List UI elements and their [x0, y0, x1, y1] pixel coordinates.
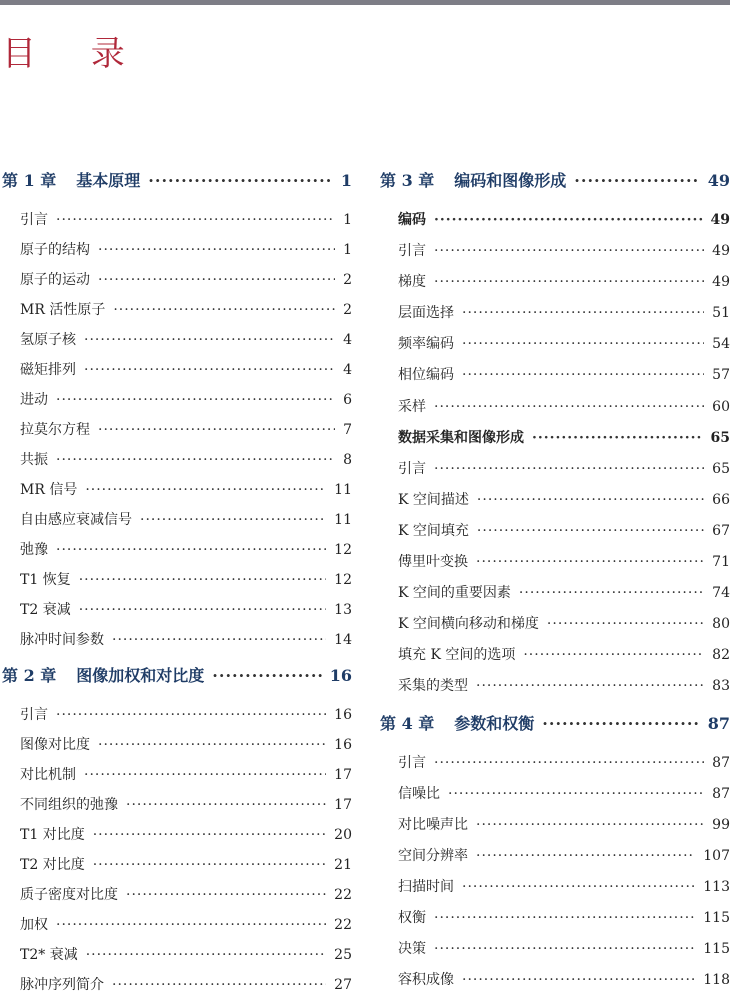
dot-leader [112, 632, 326, 648]
dot-leader [448, 786, 704, 802]
dot-leader [86, 947, 326, 963]
entry-title: 引言 [20, 707, 48, 723]
dot-leader [93, 827, 326, 843]
toc-entry-row[interactable] [380, 458, 730, 489]
dot-leader [434, 910, 695, 926]
chapter-title: 编码和图像形成 [454, 171, 567, 190]
entry-title: 质子密度对比度 [20, 887, 118, 903]
toc-entry-row[interactable] [380, 271, 730, 302]
dot-leader [476, 817, 704, 833]
toc-entry-row[interactable] [2, 854, 352, 884]
page-number: 17 [334, 767, 352, 783]
toc-entry-row[interactable] [380, 240, 730, 271]
entry-title: K 空间填充 [398, 522, 469, 539]
page-number: 27 [334, 977, 352, 993]
dot-leader [547, 616, 704, 632]
entry-title: 相位编码 [398, 367, 454, 384]
toc-entry-row[interactable] [2, 389, 352, 419]
toc-entry-row[interactable] [380, 582, 730, 613]
dot-leader [462, 972, 695, 988]
page-number: 6 [343, 392, 352, 408]
page-number: 49 [712, 274, 730, 291]
entry-title: 信噪比 [398, 785, 440, 802]
toc-left-column [2, 168, 352, 1004]
dot-leader [84, 332, 335, 348]
toc-entry-row[interactable] [2, 944, 352, 974]
dot-leader [140, 512, 326, 528]
dot-leader [434, 243, 704, 259]
toc-entry-row[interactable] [380, 613, 730, 644]
toc-entry-row[interactable] [2, 209, 352, 239]
page-number: 49 [707, 171, 730, 190]
toc-entry-row[interactable] [380, 938, 730, 969]
toc-entry-row[interactable] [2, 914, 352, 944]
entry-title: 引言 [398, 460, 426, 477]
toc-entry-row[interactable] [2, 629, 352, 659]
toc-entry-row[interactable] [2, 734, 352, 764]
toc-entry-row[interactable] [2, 794, 352, 824]
page-number: 22 [334, 887, 352, 903]
entry-title: 引言 [398, 243, 426, 260]
toc-entry-row[interactable] [2, 974, 352, 1004]
dot-leader [477, 492, 704, 508]
toc-entry-row[interactable] [2, 449, 352, 479]
toc-entry-row[interactable] [380, 814, 730, 845]
dot-leader [212, 666, 321, 685]
top-border-bar [0, 0, 730, 5]
toc-right-column [380, 168, 730, 1000]
page-number: 82 [712, 647, 730, 664]
dot-leader [476, 554, 704, 570]
toc-entry-row[interactable] [380, 427, 730, 458]
page-number: 8 [343, 452, 352, 468]
toc-entry-row[interactable] [380, 969, 730, 1000]
entry-title: 弛豫 [20, 542, 48, 558]
page-number: 13 [334, 602, 352, 618]
dot-leader [98, 422, 335, 438]
page-number: 74 [712, 585, 730, 602]
entry-title: 频率编码 [398, 336, 454, 353]
entry-title: 氢原子核 [20, 332, 76, 348]
entry-title: 不同组织的弛豫 [20, 797, 118, 813]
dot-leader [112, 977, 326, 993]
dot-leader [98, 242, 335, 258]
chapter-number: 第 1 章 [2, 171, 57, 190]
entry-title: 容积成像 [398, 972, 454, 989]
page-number: 12 [334, 572, 352, 588]
toc-entry-row[interactable] [380, 302, 730, 333]
toc-entry-row[interactable] [2, 824, 352, 854]
entry-title: 共振 [20, 452, 48, 468]
page-number: 16 [329, 666, 352, 685]
page-number: 57 [712, 367, 730, 384]
toc-entry-row[interactable] [380, 396, 730, 427]
page-number: 66 [712, 491, 730, 508]
entry-title: 对比噪声比 [398, 816, 468, 833]
toc-entry-row[interactable] [380, 644, 730, 675]
entry-title: K 空间的重要因素 [398, 585, 511, 602]
toc-entry-row[interactable] [2, 299, 352, 329]
dot-leader [523, 647, 704, 663]
page-number: 87 [712, 785, 730, 802]
dot-leader [56, 917, 326, 933]
entry-title: 自由感应衰减信号 [20, 512, 132, 528]
entry-title: 脉冲序列简介 [20, 977, 104, 993]
dot-leader [93, 857, 326, 873]
page-number: 21 [334, 857, 352, 873]
toc-entry-row[interactable] [380, 907, 730, 938]
dot-leader [56, 542, 326, 558]
entry-title: 决策 [398, 941, 426, 958]
entry-title: T2 对比度 [20, 857, 85, 873]
page-number: 71 [712, 554, 730, 571]
entry-title: 磁矩排列 [20, 362, 76, 378]
entry-title: 原子的结构 [20, 242, 90, 258]
page-number: 16 [334, 737, 352, 753]
dot-leader [574, 171, 699, 190]
dot-leader [113, 302, 335, 318]
page-number: 17 [334, 797, 352, 813]
dot-leader [126, 887, 326, 903]
toc-entry-row[interactable] [2, 884, 352, 914]
toc-entry-row[interactable] [2, 569, 352, 599]
toc-entry-row[interactable] [380, 783, 730, 814]
dot-leader [462, 367, 704, 383]
entry-title: 填充 K 空间的选项 [398, 647, 516, 664]
dot-leader [84, 767, 326, 783]
entry-title: 编码 [398, 212, 426, 228]
toc-entry-row[interactable] [2, 704, 352, 734]
entry-title: 数据采集和图像形成 [398, 429, 524, 446]
dot-leader [79, 602, 326, 618]
dot-leader [434, 274, 704, 290]
page-number: 1 [343, 212, 352, 228]
toc-entry-row[interactable] [2, 509, 352, 539]
entry-title: 对比机制 [20, 767, 76, 783]
entry-title: T1 恢复 [20, 572, 71, 588]
entry-title: 采集的类型 [398, 678, 468, 695]
chapter-number: 第 4 章 [380, 713, 435, 733]
page-number: 118 [703, 972, 730, 989]
toc-entry-row[interactable] [2, 359, 352, 389]
entry-title: 进动 [20, 392, 48, 408]
page-number: 65 [710, 429, 730, 446]
toc-entry-row[interactable] [380, 752, 730, 783]
dot-leader [148, 171, 333, 190]
page-number: 87 [712, 754, 730, 771]
page-number: 11 [334, 482, 352, 498]
toc-entry-row[interactable] [2, 539, 352, 569]
page-number: 25 [334, 947, 352, 963]
page-number: 2 [343, 302, 352, 318]
dot-leader [462, 305, 704, 321]
page-number: 1 [343, 242, 352, 258]
page-number: 4 [343, 332, 352, 348]
toc-chapter-row[interactable] [380, 711, 730, 748]
dot-leader [434, 941, 695, 957]
dot-leader [477, 523, 704, 539]
dot-leader [56, 212, 335, 228]
entry-title: 拉莫尔方程 [20, 422, 90, 438]
page-number: 1 [340, 171, 352, 190]
entry-title: 空间分辨率 [398, 847, 468, 864]
toc-chapter-row[interactable] [380, 168, 730, 205]
dot-leader [56, 452, 335, 468]
dot-leader [56, 392, 335, 408]
dot-leader [434, 755, 704, 771]
chapter-title: 基本原理 [76, 171, 141, 190]
page-number: 20 [334, 827, 352, 843]
dot-leader [476, 848, 695, 864]
dot-leader [519, 585, 704, 601]
dot-leader [476, 678, 704, 694]
chapter-title: 图像加权和对比度 [76, 666, 205, 685]
toc-entry-row[interactable] [2, 764, 352, 794]
page-number: 115 [703, 909, 730, 926]
dot-leader [462, 879, 695, 895]
chapter-title: 参数和权衡 [454, 713, 535, 733]
page-number: 49 [710, 212, 730, 228]
page-title: 目 录 [2, 34, 147, 74]
dot-leader [85, 482, 326, 498]
chapter-number: 第 3 章 [380, 171, 435, 190]
toc-entry-row[interactable] [380, 209, 730, 240]
page-number: 107 [703, 847, 730, 864]
toc-entry-row[interactable] [380, 675, 730, 706]
toc-entry-row[interactable] [2, 239, 352, 269]
page-number: 80 [712, 616, 730, 633]
entry-title: 图像对比度 [20, 737, 90, 753]
page-number: 115 [703, 941, 730, 958]
dot-leader [434, 461, 704, 477]
page-number: 60 [712, 398, 730, 415]
entry-title: MR 信号 [20, 482, 78, 498]
dot-leader [462, 336, 704, 352]
entry-title: K 空间横向移动和梯度 [398, 616, 539, 633]
dot-leader [434, 399, 704, 415]
entry-title: T1 对比度 [20, 827, 85, 843]
toc-entry-row[interactable] [2, 599, 352, 629]
toc-entry-row[interactable] [380, 364, 730, 395]
toc-entry-row[interactable] [380, 333, 730, 364]
entry-title: 脉冲时间参数 [20, 632, 104, 648]
page-number: 49 [712, 243, 730, 260]
toc-entry-row[interactable] [380, 551, 730, 582]
dot-leader [434, 212, 703, 228]
toc-chapter-row[interactable] [2, 663, 352, 700]
dot-leader [532, 430, 703, 446]
chapter-number: 第 2 章 [2, 666, 57, 685]
page-number: 67 [712, 522, 730, 539]
entry-title: 原子的运动 [20, 272, 90, 288]
entry-title: 加权 [20, 917, 48, 933]
entry-title: K 空间描述 [398, 491, 469, 508]
page-number: 99 [712, 816, 730, 833]
dot-leader [79, 572, 326, 588]
entry-title: 梯度 [398, 274, 426, 291]
page-number: 2 [343, 272, 352, 288]
entry-title: MR 活性原子 [20, 302, 106, 318]
toc-entry-row[interactable] [380, 845, 730, 876]
toc-entry-row[interactable] [2, 419, 352, 449]
entry-title: 层面选择 [398, 305, 454, 322]
page-number: 14 [334, 632, 352, 648]
toc-entry-row[interactable] [2, 269, 352, 299]
dot-leader [98, 272, 335, 288]
dot-leader [84, 362, 335, 378]
toc-entry-row[interactable] [2, 479, 352, 509]
dot-leader [542, 714, 699, 733]
dot-leader [56, 707, 326, 723]
entry-title: 扫描时间 [398, 878, 454, 895]
page-number: 54 [712, 336, 730, 353]
page-number: 7 [343, 422, 352, 438]
dot-leader [126, 797, 326, 813]
toc-entry-row[interactable] [380, 520, 730, 551]
toc-entry-row[interactable] [2, 329, 352, 359]
entry-title: T2* 衰减 [20, 947, 78, 963]
page-number: 87 [707, 713, 730, 733]
page-number: 12 [334, 542, 352, 558]
entry-title: 傅里叶变换 [398, 554, 468, 571]
entry-title: 引言 [398, 754, 426, 771]
page-number: 11 [334, 512, 352, 528]
entry-title: 权衡 [398, 909, 426, 926]
page-number: 83 [712, 678, 730, 695]
toc-entry-row[interactable] [380, 876, 730, 907]
page-number: 113 [703, 878, 730, 895]
page-number: 51 [712, 305, 730, 322]
entry-title: 采样 [398, 398, 426, 415]
page-number: 22 [334, 917, 352, 933]
page-number: 4 [343, 362, 352, 378]
dot-leader [98, 737, 326, 753]
page-number: 65 [712, 460, 730, 477]
entry-title: T2 衰减 [20, 602, 71, 618]
toc-chapter-row[interactable] [2, 168, 352, 205]
page-number: 16 [334, 707, 352, 723]
entry-title: 引言 [20, 212, 48, 228]
toc-entry-row[interactable] [380, 489, 730, 520]
